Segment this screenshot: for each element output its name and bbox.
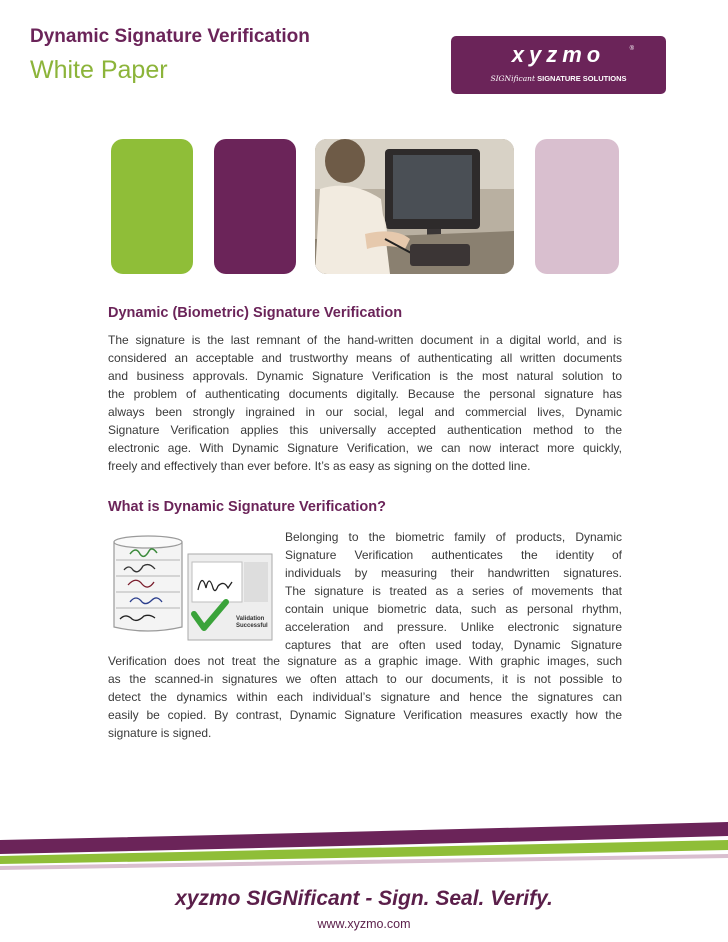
paragraph-line: detect the dynamics within each individual’s signature and hence the signatures can — [108, 690, 622, 704]
signature-validation-illustration — [108, 532, 278, 644]
section-heading-what-is: What is Dynamic Signature Verification? — [108, 499, 386, 515]
logo-tagline-significant: SIGNificant — [490, 74, 536, 83]
validation-label-1: Validation — [236, 616, 265, 622]
footer-swoosh — [0, 820, 728, 880]
footer-slogan: xyzmo SIGNificant - Sign. Seal. Verify. — [175, 887, 553, 910]
paragraph-line: Signature Verification authenticates the identity of — [285, 548, 622, 562]
section-heading-biometric: Dynamic (Biometric) Signature Verification — [108, 305, 403, 321]
paragraph-line: Verification does not treat the signature as a graphic image. With graphic images, such — [108, 654, 622, 668]
paragraph-line: individuals by measuring their handwritten signatures. — [285, 566, 622, 580]
paragraph-line: contain unique biometric data, such as personal rhythm, — [285, 602, 622, 616]
logo-brand: xyzmo — [511, 42, 606, 67]
paragraph-line: considered an acceptable and trustworthy means of authenticating all written documents — [108, 351, 622, 365]
footer-url[interactable]: www.xyzmo.com — [317, 917, 411, 931]
paragraph-line: always been strongly ingrained in our social, legal and commercial lives, Dynamic — [108, 405, 622, 419]
document-subtitle: White Paper — [30, 56, 168, 84]
paragraph-line: freely and effectively than ever before. It’s as easy as signing on the dotted line. — [108, 459, 531, 473]
validation-label-2: Successful — [236, 623, 268, 629]
paragraph-line: The signature is the last remnant of the hand-written document in a digital world, and is — [108, 333, 622, 347]
paragraph-line: Belonging to the biometric family of products, Dynamic — [285, 530, 622, 544]
logo-registered-mark: ® — [629, 46, 634, 52]
paragraph-line: and business approvals. Dynamic Signature Verification is the most natural solution to — [108, 369, 622, 383]
what-is-side-paragraph — [285, 528, 622, 654]
signing-photo — [315, 139, 514, 274]
paragraph-line: the problem of authenticating documents digitally. Because the personal signature has — [108, 387, 622, 401]
paragraph-line: acceleration and pressure. Unlike electronic signature — [285, 620, 622, 634]
paragraph-line: as the scanned-in signatures we often attach to our documents, it is not possible to — [108, 672, 622, 686]
paragraph-line: captures that are often used today, Dynamic Signature — [285, 638, 622, 652]
logo-tagline — [451, 74, 666, 83]
paragraph-line: signature is signed. — [108, 726, 212, 740]
what-is-full-paragraph — [108, 652, 622, 742]
green-color-block — [111, 139, 193, 274]
paragraph-line: Signature Verification applies this universally accepted authentication method to the — [108, 423, 622, 437]
paragraph-line: electronic age. With Dynamic Signature Verification, we can now interact more quickly, — [108, 441, 622, 455]
biometric-paragraph — [108, 331, 622, 475]
pink-color-block — [535, 139, 619, 274]
purple-color-block — [214, 139, 296, 274]
xyzmo-logo — [451, 36, 666, 94]
paragraph-line: easily be copied. By contrast, Dynamic Signature Verification measures exactly how the — [108, 708, 622, 722]
logo-tagline-solutions: SIGNATURE SOLUTIONS — [537, 74, 627, 83]
paragraph-line: The signature is treated as a series of movements that — [285, 584, 622, 598]
document-title: Dynamic Signature Verification — [30, 26, 310, 47]
